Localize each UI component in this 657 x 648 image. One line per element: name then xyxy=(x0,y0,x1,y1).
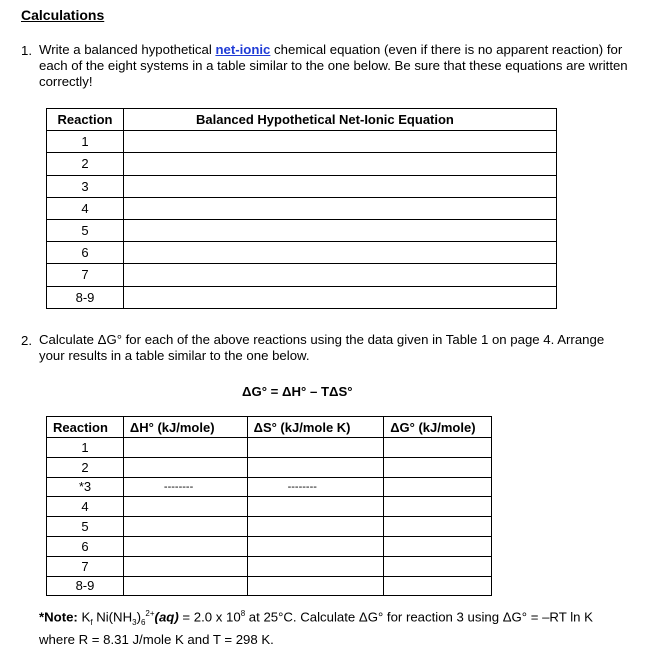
reaction-number: 5 xyxy=(47,517,124,537)
delta-g-cell xyxy=(384,497,492,517)
aq-label: (aq) xyxy=(154,609,179,625)
delta-s-cell xyxy=(247,497,384,517)
header-delta-s: ΔS° (kJ/mole K) xyxy=(247,417,384,438)
reaction-number: 6 xyxy=(47,536,124,556)
question-1-number: 1. xyxy=(21,43,32,58)
delta-h-cell xyxy=(123,438,247,458)
table-header-row xyxy=(47,109,557,131)
exponent: 8 xyxy=(240,609,246,618)
delta-s-cell xyxy=(247,457,384,477)
header-delta-g: ΔG° (kJ/mole) xyxy=(384,417,492,438)
equation-cell xyxy=(124,175,557,197)
question-1-pre: Write a balanced hypothetical xyxy=(39,42,216,57)
table-row xyxy=(47,131,557,153)
table-row xyxy=(47,197,557,219)
reaction-number: 2 xyxy=(47,457,124,477)
equation-cell xyxy=(124,131,557,153)
note-rest: at 25°C. Calculate ΔG° for reaction 3 using ΔG° = –RT ln K where R = 8.31 J/mole K and T = 298 K. xyxy=(39,609,593,647)
delta-g-cell xyxy=(384,576,492,596)
note-text xyxy=(39,606,629,648)
table-row xyxy=(47,556,492,576)
table-row xyxy=(47,219,557,241)
complex-formula: Ni(NH xyxy=(92,609,133,625)
equation-cell xyxy=(124,219,557,241)
header-reaction: Reaction xyxy=(47,109,124,131)
delta-g-cell xyxy=(384,457,492,477)
kf-value: = 2.0 x 10 xyxy=(178,609,241,625)
equation-cell xyxy=(124,264,557,286)
nh3-subscript: 3 xyxy=(132,618,137,628)
table-row xyxy=(47,242,557,264)
table-row xyxy=(47,576,492,596)
delta-s-cell xyxy=(247,576,384,596)
delta-g-cell xyxy=(384,556,492,576)
delta-h-cell xyxy=(123,517,247,537)
section-heading: Calculations xyxy=(21,7,105,23)
note-label: *Note: xyxy=(39,609,78,625)
delta-h-cell xyxy=(123,497,247,517)
delta-s-cell xyxy=(247,438,384,458)
reaction-number: *3 xyxy=(47,477,124,497)
reaction-number: 1 xyxy=(47,131,124,153)
delta-g-cell xyxy=(384,477,492,497)
delta-h-cell xyxy=(123,457,247,477)
reaction-number: 7 xyxy=(47,264,124,286)
reaction-number: 8-9 xyxy=(47,286,124,308)
delta-h-cell: -------- xyxy=(123,477,247,497)
equation-cell xyxy=(124,197,557,219)
reaction-number: 4 xyxy=(47,197,124,219)
ligand-count-subscript: 6 xyxy=(140,618,146,628)
equation-cell xyxy=(124,286,557,308)
table-row xyxy=(47,286,557,308)
header-delta-h: ΔH° (kJ/mole) xyxy=(123,417,247,438)
question-2-number: 2. xyxy=(21,333,32,348)
delta-s-cell xyxy=(247,556,384,576)
header-reaction: Reaction xyxy=(47,417,124,438)
gibbs-formula: ΔG° = ΔH° – TΔS° xyxy=(242,384,353,399)
question-1-post: chemical equation (even if there is no apparent reaction) for each of the eight systems in a table similar to the one below. Be sure that these equations are written correctly! xyxy=(39,42,628,89)
reaction-number: 5 xyxy=(47,219,124,241)
table-row xyxy=(47,438,492,458)
equation-cell xyxy=(124,242,557,264)
reaction-number: 2 xyxy=(47,153,124,175)
delta-h-cell xyxy=(123,536,247,556)
table-row xyxy=(47,175,557,197)
table-row xyxy=(47,477,492,497)
delta-s-cell: -------- xyxy=(247,477,384,497)
reaction-number: 7 xyxy=(47,556,124,576)
reaction-number: 3 xyxy=(47,175,124,197)
equation-cell xyxy=(124,153,557,175)
reaction-number: 4 xyxy=(47,497,124,517)
table-row xyxy=(47,497,492,517)
table-row xyxy=(47,264,557,286)
delta-g-table xyxy=(46,416,492,596)
net-ionic-equation-table xyxy=(46,108,557,309)
kf-subscript: f xyxy=(90,618,93,628)
reaction-number: 8-9 xyxy=(47,576,124,596)
header-equation: Balanced Hypothetical Net-Ionic Equation xyxy=(124,109,557,131)
question-2-text: Calculate ΔG° for each of the above reactions using the data given in Table 1 on page 4. Arrange your results in a table similar to the one below. xyxy=(39,332,605,363)
kf-symbol: K xyxy=(81,609,91,625)
delta-g-cell xyxy=(384,517,492,537)
table-row xyxy=(47,536,492,556)
delta-s-cell xyxy=(247,536,384,556)
table-row xyxy=(47,457,492,477)
net-ionic-link[interactable]: net-ionic xyxy=(215,42,271,57)
question-1-text xyxy=(39,42,629,90)
delta-h-cell xyxy=(123,556,247,576)
reaction-number: 6 xyxy=(47,242,124,264)
table-row xyxy=(47,153,557,175)
delta-h-cell xyxy=(123,576,247,596)
delta-g-cell xyxy=(384,438,492,458)
reaction-number: 1 xyxy=(47,438,124,458)
charge-superscript: 2+ xyxy=(145,609,155,618)
delta-s-cell xyxy=(247,517,384,537)
complex-close: ) xyxy=(136,609,141,625)
delta-g-cell xyxy=(384,536,492,556)
table-row xyxy=(47,517,492,537)
table-header-row xyxy=(47,417,492,438)
